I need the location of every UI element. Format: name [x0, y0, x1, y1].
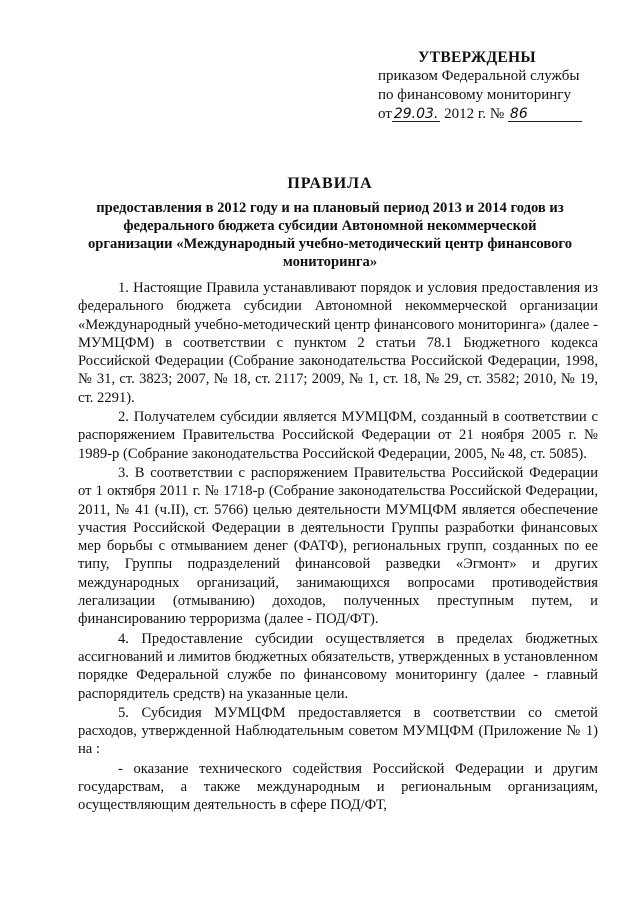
- approval-line-1: приказом Федеральной службы: [378, 68, 580, 84]
- approval-date-handwritten: 29.03.: [393, 106, 439, 122]
- approval-number-handwritten: 86: [508, 107, 582, 122]
- paragraph-5: 5. Субсидия МУМЦФМ предоставляется в соответствии со сметой расходов, утвержденной Наблюдательным советом МУМЦФМ (Приложение № 1) на :: [78, 704, 598, 758]
- document-subtitle: предоставления в 2012 году и на плановый период 2013 и 2014 годов из федерального бюджета субсидии Автономной некоммерческой организации «Международный учебно-методический центр финансового мониторинга»: [88, 200, 572, 270]
- approval-stamp-block: [366, 48, 606, 124]
- document-heading: [80, 175, 580, 271]
- paragraph-6: - оказание технического содействия Российской Федерации и другим государствам, а также международным и региональным организациям, осуществляющим деятельность в сфере ПОД/ФТ,: [78, 760, 598, 814]
- paragraph-3: 3. В соответствии с распоряжением Правительства Российской Федерации от 1 октября 2011 г. № 1718-р (Собрание законодательства Российской Федерации, 2011, № 41 (ч.II), ст. 5766) целью деятельности МУМЦФМ является обеспечение участия Российской Федерации в деятельности Группы разработки финансовых мер борьбы с отмыванием денег (ФАТФ), региональных групп, созданных по ее типу, Группы подразделений финансовой разведки «Эгмонт» и других международных организаций, занимающихся вопросами противодействия легализации (отмыванию) доходов, полученных преступным путем, и финансированию терроризма (далее - ПОД/ФТ).: [78, 464, 598, 628]
- approval-year: 2012 г. №: [440, 106, 505, 122]
- approval-line-2: по финансовому мониторингу: [378, 87, 571, 103]
- approval-title: УТВЕРЖДЕНЫ: [418, 49, 536, 66]
- approval-line-3: [378, 105, 606, 124]
- paragraph-2: 2. Получателем субсидии является МУМЦФМ, созданный в соответствии с распоряжением Правительства Российской Федерации от 21 ноября 2005 г. № 1989-р (Собрание законодательства Российской Федерации, 2005, № 48, ст. 5085).: [78, 409, 598, 462]
- paragraph-1: 1. Настоящие Правила устанавливают порядок и условия предоставления из федерального бюджета субсидии Автономной некоммерческой организации «Международный учебно-методический центр финансового мониторинга» (далее - МУМЦФМ) в соответствии с пунктом 2 статьи 78.1 Бюджетного кодекса Российской Федерации (Собрание законодательства Российской Федерации, 1998, № 31, ст. 3823; 2007, № 18, ст. 2117; 2009, № 1, ст. 18, № 29, ст. 3582; 2010, № 19, ст. 2291).: [78, 280, 598, 406]
- document-title: ПРАВИЛА: [287, 175, 373, 192]
- document-body: [78, 279, 598, 816]
- paragraph-4: 4. Предоставление субсидии осуществляется в пределах бюджетных ассигнований и лимитов бюджетных обязательств, утвержденных в установленном порядке Федеральной службе по финансовому мониторингу (далее - главный распорядитель средств) на указанные цели.: [78, 630, 598, 702]
- approval-date-prefix: от: [378, 106, 392, 122]
